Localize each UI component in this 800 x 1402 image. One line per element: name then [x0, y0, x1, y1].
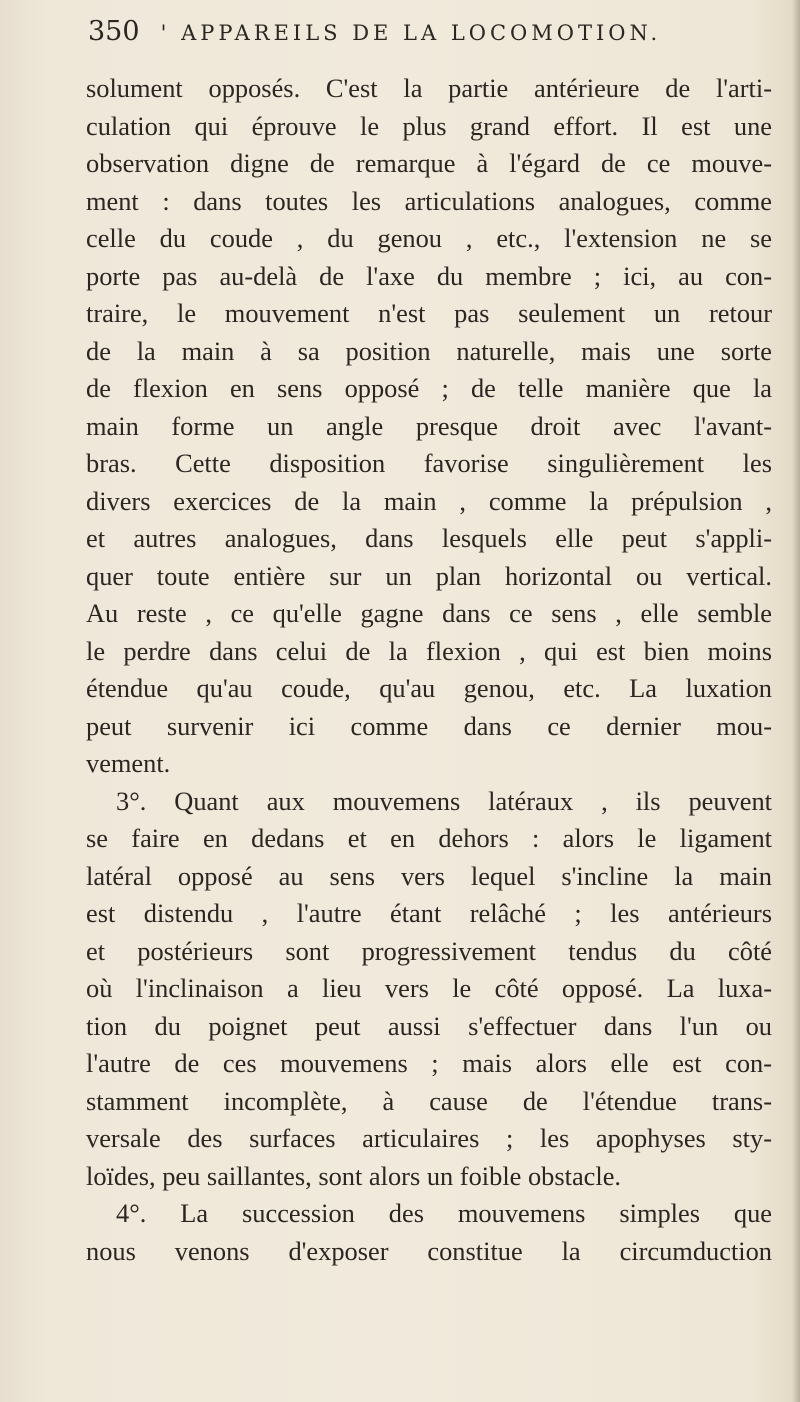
text-line: peut survenir ici comme dans ce dernier mou-	[86, 710, 772, 741]
text-line: ment : dans toutes les articulations analogues, comme	[86, 185, 772, 216]
text-line: se faire en dedans et en dehors : alors le ligament	[86, 823, 772, 853]
text-line: et postérieurs sont progressivement tendus du côté	[86, 935, 772, 966]
page-header	[88, 16, 738, 56]
text-line: nous venons d'exposer constitue la circumduction	[86, 1235, 772, 1266]
text-line: traire, le mouvement n'est pas seulement un retour	[86, 298, 772, 328]
text-line: le perdre dans celui de la flexion , qui est bien moins	[86, 635, 772, 666]
text-line: versale des surfaces articulaires ; les apophyses sty-	[86, 1123, 772, 1153]
text-line: tion du poignet peut aussi s'effectuer dans l'un ou	[86, 1010, 772, 1041]
running-head: ' APPAREILS DE LA LOCOMOTION.	[160, 21, 662, 45]
text-line: Au reste , ce qu'elle gagne dans ce sens , elle semble	[86, 598, 772, 628]
paragraph-end-line: loïdes, peu saillantes, sont alors un foible obstacle.	[86, 1160, 622, 1191]
text-line: celle du coude , du genou , etc., l'extension ne se	[86, 223, 772, 253]
text-line: culation qui éprouve le plus grand effort. Il est une	[86, 110, 772, 141]
text-line: latéral opposé au sens vers lequel s'incline la main	[86, 860, 772, 891]
text-line: stamment incomplète, à cause de l'étendue trans-	[86, 1085, 772, 1116]
text-line: l'autre de ces mouvemens ; mais alors elle est con-	[86, 1048, 772, 1078]
page-number: 350	[88, 16, 140, 47]
text-line: main forme un angle presque droit avec l'avant-	[86, 410, 772, 441]
text-line: porte pas au-delà de l'axe du membre ; ici, au con-	[86, 260, 772, 291]
text-line: bras. Cette disposition favorise singulièrement les	[86, 448, 772, 478]
body-text	[86, 70, 772, 1270]
paragraph-start-line: 3°. Quant aux mouvemens latéraux , ils peuvent	[116, 785, 772, 816]
text-line: où l'inclinaison a lieu vers le côté opposé. La luxa-	[86, 973, 772, 1003]
text-line: de la main à sa position naturelle, mais une sorte	[86, 335, 772, 366]
text-line: observation digne de remarque à l'égard de ce mouve-	[86, 148, 772, 178]
paragraph-start-line: 4°. La succession des mouvemens simples que	[116, 1198, 772, 1228]
text-line: et autres analogues, dans lesquels elle peut s'appli-	[86, 523, 772, 553]
text-line: est distendu , l'autre étant relâché ; les antérieurs	[86, 898, 772, 928]
text-line: de flexion en sens opposé ; de telle manière que la	[86, 373, 772, 403]
text-line: divers exercices de la main , comme la prépulsion ,	[86, 485, 772, 516]
text-line: étendue qu'au coude, qu'au genou, etc. La luxation	[86, 673, 772, 703]
paragraph-end-line: vement.	[86, 748, 171, 778]
text-line: solument opposés. C'est la partie antérieure de l'arti-	[86, 73, 772, 103]
text-line: quer toute entière sur un plan horizontal ou vertical.	[86, 560, 772, 591]
page-edge-shadow	[792, 0, 800, 1402]
